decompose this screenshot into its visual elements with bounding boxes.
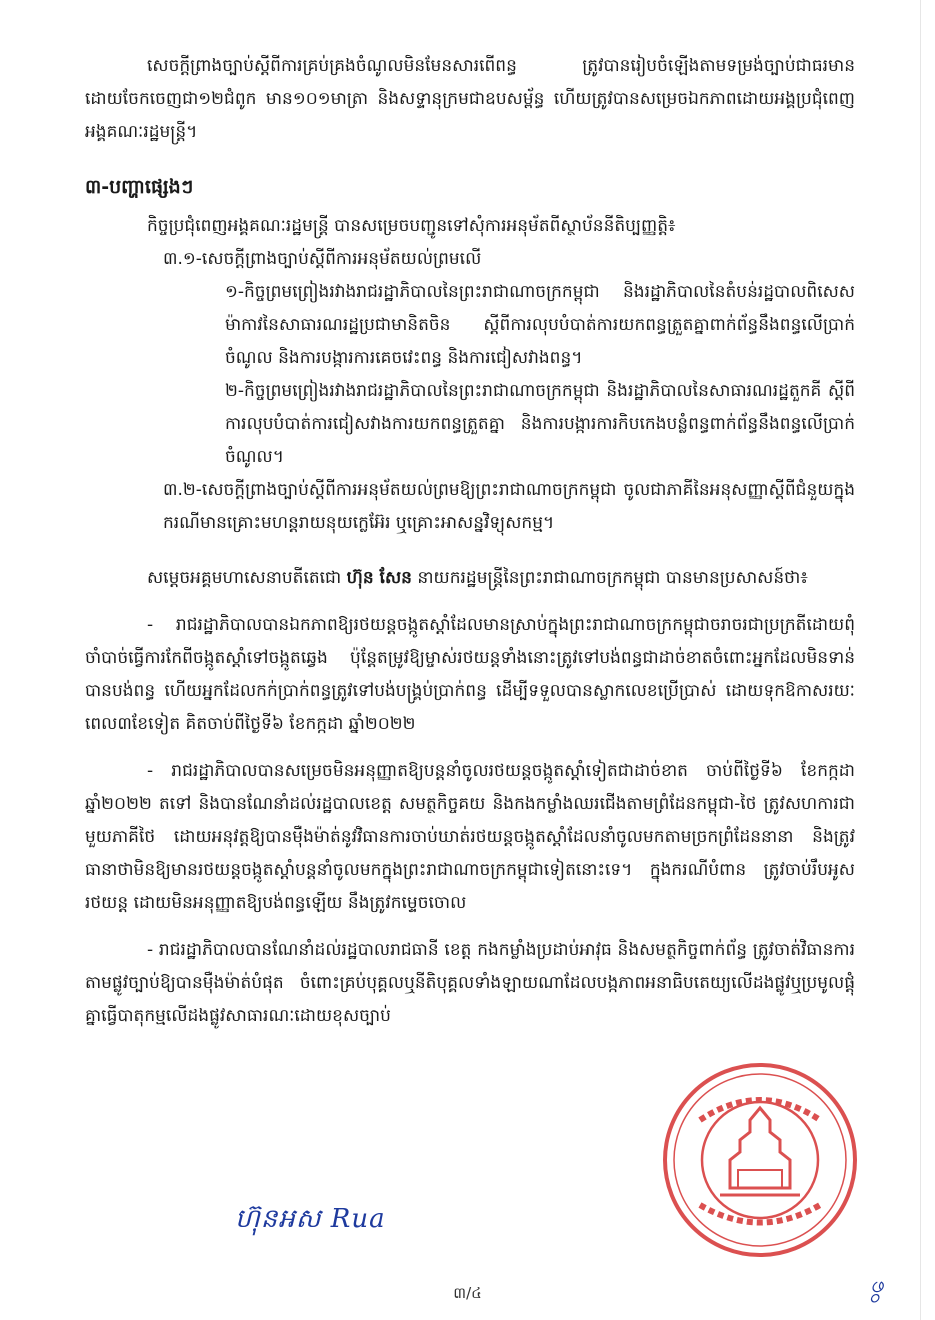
pm-intro-pre: សម្តេចអគ្គមហាសេនាបតីតេជោ xyxy=(147,568,347,588)
intro-paragraph: សេចក្តីព្រាងច្បាប់ស្តីពីការគ្រប់គ្រងចំណូលមិនមែនសារពើពន្ធ ត្រូវបានរៀបចំឡើងតាមទម្រង់ច្បាប់ជាធរមាន ដោយចែកចេញជា១២ជំពូក មាន១០១មាត្រា និងសទ្ទានុក្រមជាឧបសម្ព័ន្ធ ហើយត្រូវបានសម្រេចឯកភាពដោយអង្គប្រជុំពេញអង្គគណៈរដ្ឋមន្ត្រី។ xyxy=(85,56,855,142)
pm-name: ហ៊ុន សែន xyxy=(346,568,412,588)
item-3-2: ៣.២-សេចក្តីព្រាងច្បាប់ស្តីពីការអនុម័តយល់ព្រមឱ្យព្រះរាជាណាចក្រកម្ពុជា ចូលជាភាគីនៃអនុសញ្ញាស្តីពីជំនួយក្នុងករណីមានគ្រោះមហន្តរាយនុយក្លេអ៊ែរ ឬគ្រោះអាសន្នវិទ្យុសកម្ម។ xyxy=(163,480,855,533)
angkor-seal-icon xyxy=(660,1060,860,1260)
item-3-1-2: ២-កិច្ចព្រមព្រៀងរវាងរាជរដ្ឋាភិបាលនៃព្រះរាជាណាចក្រកម្ពុជា និងរដ្ឋាភិបាលនៃសាធារណរដ្ឋតួកគី ស្តីពីការលុបបំបាត់ការជៀសវាងការយកពន្ធត្រួតគ្នា និងការបង្ការការកិបកេងបន្លំពន្ធពាក់ព័ន្ធនឹងពន្ធលើប្រាក់ចំណូល។ xyxy=(225,381,855,467)
handwritten-initial: ဖွ xyxy=(870,1270,884,1298)
item-3-1: ៣.១-សេចក្តីព្រាងច្បាប់ស្តីពីការអនុម័តយល់ព្រមលើ xyxy=(163,249,482,269)
page-number: ៣/៤ xyxy=(453,1284,482,1302)
pm-intro-post: នាយករដ្ឋមន្ត្រីនៃព្រះរាជាណាចក្រកម្ពុជា បានមានប្រសាសន៍ថា៖ xyxy=(411,568,808,588)
council-decision-paragraph: កិច្ចប្រជុំពេញអង្គគណៈរដ្ឋមន្ត្រី បានសម្រេចបញ្ជូនទៅសុំការអនុម័តពីស្ថាប័ននីតិប្បញ្ញត្តិ៖ xyxy=(147,216,676,236)
section-heading: ៣-បញ្ហាផ្សេងៗ xyxy=(85,176,194,198)
bullet-paragraph-3: - រាជរដ្ឋាភិបាលបានណែនាំដល់រដ្ឋបាលរាជធានី ខេត្ត កងកម្លាំងប្រដាប់អាវុធ និងសមត្ថកិច្ចពាក់ព័ន្ធ ត្រូវចាត់វិធានការតាមផ្លូវច្បាប់ឱ្យបានម៉ឺងម៉ាត់បំផុត ចំពោះគ្រប់បុគ្គលឬនីតិបុគ្គលទាំងឡាយណាដែលបង្កភាពអនាធិបតេយ្យលើដងផ្លូវឬប្រមូលផ្តុំគ្នាធ្វើបាតុកម្មលើដងផ្លូវសាធារណៈដោយខុសច្បាប់ xyxy=(85,940,855,1026)
signature: ហ៊ុនអស Rua xyxy=(235,1204,386,1234)
bullet-paragraph-2: - រាជរដ្ឋាភិបាលបានសម្រេចមិនអនុញ្ញាតឱ្យបន្តនាំចូលរថយន្តចង្កូតស្តាំទៀតជាដាច់ខាត ចាប់ពីថ្ងៃទី៦ ខែកក្កដា ឆ្នាំ២០២២ តទៅ និងបានណែនាំដល់រដ្ឋបាលខេត្ត សមត្ថកិច្ចគយ និងកងកម្លាំងឈរជើងតាមព្រំដែនកម្ពុជា-ថៃ ត្រូវសហការជាមួយភាគីថៃ ដោយអនុវត្តឱ្យបានម៉ឺងម៉ាត់នូវវិធានការចាប់ឃាត់រថយន្តចង្កូតស្តាំដែលនាំចូលមកតាមច្រកព្រំដែននានា និងត្រូវធានាថាមិនឱ្យមានរថយន្តចង្កូតស្តាំបន្តនាំចូលមកក្នុងព្រះរាជាណាចក្រកម្ពុជាទៀតនោះទេ។ ក្នុងករណីបំពាន ត្រូវចាប់រឹបអូសរថយន្ត ដោយមិនអនុញ្ញាតឱ្យបង់ពន្ធឡើយ នឹងត្រូវកម្ទេចចោល xyxy=(85,761,855,913)
bullet-paragraph-1: - រាជរដ្ឋាភិបាលបានឯកភាពឱ្យរថយន្តចង្កូតស្តាំដែលមានស្រាប់ក្នុងព្រះរាជាណាចក្រកម្ពុជាចរាចរជាប្រក្រតីដោយពុំចាំបាច់ធ្វើការកែពីចង្កូតស្តាំទៅចង្កូតឆ្វេង ប៉ុន្តែតម្រូវឱ្យម្ចាស់រថយន្តទាំងនោះត្រូវទៅបង់ពន្ធជាដាច់ខាតចំពោះអ្នកដែលមិនទាន់បានបង់ពន្ធ ហើយអ្នកដែលកក់ប្រាក់ពន្ធត្រូវទៅបង់បង្គ្រប់ប្រាក់ពន្ធ ដើម្បីទទួលបានស្លាកលេខប្រើប្រាស់ ដោយទុកឱកាសរយៈពេល៣ខែទៀត គិតចាប់ពីថ្ងៃទី៦ ខែកក្កដា ឆ្នាំ២០២២ xyxy=(85,615,855,734)
document-body xyxy=(85,50,855,1033)
page-edge xyxy=(920,0,921,1320)
item-3-1-1: ១-កិច្ចព្រមព្រៀងរវាងរាជរដ្ឋាភិបាលនៃព្រះរាជាណាចក្រកម្ពុជា និងរដ្ឋាភិបាលនៃតំបន់រដ្ឋបាលពិសេសម៉ាកាវនៃសាធារណរដ្ឋប្រជាមានិតចិន ស្តីពីការលុបបំបាត់ការយកពន្ធត្រួតគ្នាពាក់ព័ន្ធនឹងពន្ធលើប្រាក់ចំណូល និងការបង្ការការគេចវេះពន្ធ និងការជៀសវាងពន្ធ។ xyxy=(225,282,855,368)
pm-statement-intro xyxy=(85,562,855,595)
